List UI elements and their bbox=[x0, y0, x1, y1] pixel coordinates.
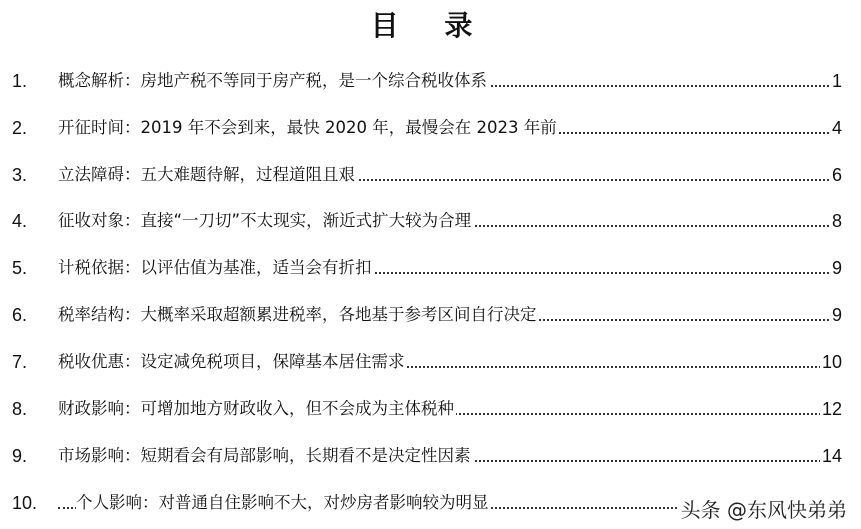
toc-entry-page: 10 bbox=[821, 352, 842, 372]
watermark: 头条 @东风快弟弟 bbox=[677, 494, 847, 523]
toc-entry-number: 1. bbox=[12, 71, 28, 91]
toc-entry-title[interactable]: 市场影响：短期看会有局部影响，长期看不是决定性因素 bbox=[58, 446, 471, 465]
toc-entry-title[interactable]: 征收对象：直接“一刀切”不太现实，渐近式扩大较为合理 bbox=[58, 211, 472, 230]
toc-entry-page: 9 bbox=[831, 258, 842, 278]
toc-entry-number: 9. bbox=[12, 446, 28, 466]
toc-entry-number: 8. bbox=[12, 399, 28, 419]
toc-entry[interactable] bbox=[0, 396, 861, 420]
toc-entry-page: 6 bbox=[831, 165, 842, 185]
toc-entry-number: 5. bbox=[12, 258, 28, 278]
toc-entry[interactable] bbox=[0, 208, 861, 232]
page-title: 目 录 bbox=[370, 9, 491, 42]
toc-entry-number: 4. bbox=[12, 211, 28, 231]
toc-entry-page: 9 bbox=[831, 305, 842, 325]
toc-entry-title[interactable]: 概念解析：房地产税不等同于房产税，是一个综合税收体系 bbox=[58, 71, 487, 90]
toc-entry-title[interactable]: 税率结构：大概率采取超额累进税率，各地基于参考区间自行决定 bbox=[58, 305, 537, 324]
toc-entry-page: 14 bbox=[821, 446, 842, 466]
toc-entry[interactable] bbox=[0, 162, 861, 186]
toc-entry[interactable] bbox=[0, 349, 861, 373]
toc-entry-page: 1 bbox=[831, 71, 842, 91]
toc-entry[interactable] bbox=[0, 443, 861, 467]
toc-entry-number: 10. bbox=[12, 493, 38, 513]
toc-entry-title[interactable]: 个人影响：对普通自住影响不大，对炒房者影响较为明显 bbox=[76, 493, 489, 512]
toc-entry-number: 2. bbox=[12, 118, 28, 138]
toc-entry-page: 8 bbox=[831, 211, 842, 231]
toc-entry-title[interactable]: 计税依据：以评估值为基准，适当会有折扣 bbox=[58, 258, 372, 277]
toc-entry-title[interactable]: 税收优惠：设定减免税项目，保障基本居住需求 bbox=[58, 352, 405, 371]
toc-entry-number: 3. bbox=[12, 165, 28, 185]
toc-entry[interactable] bbox=[0, 115, 861, 139]
toc-entry-page: 12 bbox=[821, 399, 842, 419]
toc-entry-number: 6. bbox=[12, 305, 28, 325]
toc-entry[interactable] bbox=[0, 302, 861, 326]
toc-entry[interactable] bbox=[0, 255, 861, 279]
toc-entry-title[interactable]: 财政影响：可增加地方财政收入，但不会成为主体税种 bbox=[58, 399, 454, 418]
toc-entry-page: 4 bbox=[831, 118, 842, 138]
toc-entry-title[interactable]: 立法障碍：五大难题待解，过程道阻且艰 bbox=[58, 165, 355, 184]
toc-entry[interactable] bbox=[0, 68, 861, 92]
toc-entry-title[interactable]: 开征时间：2019 年不会到来，最快 2020 年，最慢会在 2023 年前 bbox=[58, 118, 557, 137]
toc-entry-number: 7. bbox=[12, 352, 28, 372]
